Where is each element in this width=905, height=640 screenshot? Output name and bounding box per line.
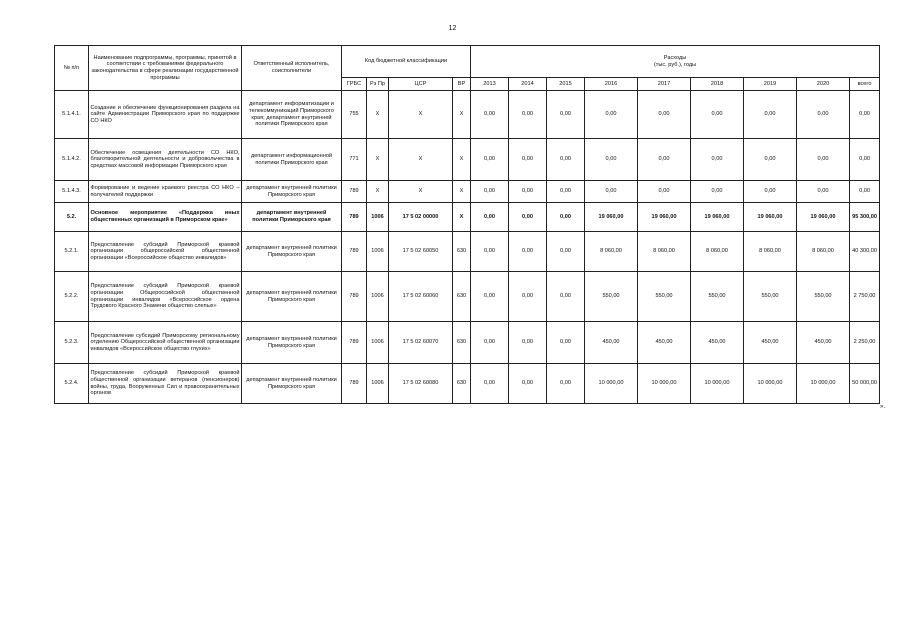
row-name: Создание и обеспечение функционирования раздела на сайте Администрации Приморского края по поддержке СО НКО: [89, 91, 242, 139]
row-csr: X: [389, 91, 453, 139]
header-2020: 2020: [797, 78, 850, 91]
row-2017: 0,00: [638, 139, 691, 181]
row-num: 5.1.4.2.: [55, 139, 89, 181]
row-name: Предоставление субсидий Приморскому региональному отделению Общероссийской общественной организации инвалидов «Всероссийское общество глухих»: [89, 322, 242, 364]
row-2018: 0,00: [691, 139, 744, 181]
row-total: 95 300,00: [850, 203, 880, 232]
row-vr: X: [453, 181, 471, 203]
row-2015: 0,00: [547, 364, 585, 404]
row-2018: 0,00: [691, 181, 744, 203]
row-executor: департамент информатизации и телекоммуникаций Приморского края; департамент внутренней политики Приморского края: [242, 91, 342, 139]
row-csr: 17 5 02 60080: [389, 364, 453, 404]
row-2016: 10 000,00: [585, 364, 638, 404]
row-2013: 0,00: [471, 232, 509, 272]
row-num: 5.2.1.: [55, 232, 89, 272]
row-2019: 0,00: [744, 91, 797, 139]
row-2017: 8 060,00: [638, 232, 691, 272]
row-executor: департамент внутренней политики Приморского края: [242, 181, 342, 203]
row-2020: 550,00: [797, 272, 850, 322]
row-2019: 550,00: [744, 272, 797, 322]
row-vr: X: [453, 203, 471, 232]
header-2015: 2015: [547, 78, 585, 91]
row-2013: 0,00: [471, 181, 509, 203]
row-grbs: 789: [342, 272, 367, 322]
header-expenses-subtitle: (тыс. руб.), годы: [653, 61, 697, 68]
header-kbk: Код бюджетной классификации: [342, 46, 471, 78]
header-vr: ВР: [453, 78, 471, 91]
table-row: [55, 232, 880, 272]
row-2015: 0,00: [547, 232, 585, 272]
row-2015: 0,00: [547, 203, 585, 232]
header-2016: 2016: [585, 78, 638, 91]
row-total: 0,00: [850, 139, 880, 181]
row-2020: 19 060,00: [797, 203, 850, 232]
row-name: Обеспечение освещения деятельности СО НКО, благотворительной деятельности и добровольчества в средствах массовой информации Приморского края: [89, 139, 242, 181]
row-2018: 8 060,00: [691, 232, 744, 272]
header-expenses: [471, 46, 880, 78]
row-2020: 450,00: [797, 322, 850, 364]
row-2017: 19 060,00: [638, 203, 691, 232]
row-csr: 17 5 02 60070: [389, 322, 453, 364]
continuation-mark: ».: [880, 404, 886, 410]
row-2016: 550,00: [585, 272, 638, 322]
row-name: Предоставление субсидий Приморской краевой организации Общероссийской общественной организации инвалидов «Всероссийское ордена Трудового Красного Знамени общество слепых»: [89, 272, 242, 322]
row-rzpr: 1006: [367, 272, 389, 322]
header-csr: ЦСР: [389, 78, 453, 91]
row-grbs: 755: [342, 91, 367, 139]
row-2018: 19 060,00: [691, 203, 744, 232]
header-expenses-title: Расходы: [663, 54, 687, 61]
header-name: Наименование подпрограммы, программы, принятой в соответствии с требованиями федерального законодательства в сфере реализации государственной программы: [89, 46, 242, 91]
row-vr: 630: [453, 364, 471, 404]
header-2014: 2014: [509, 78, 547, 91]
row-name: Формирование и ведение краевого реестра СО НКО – получателей поддержки: [89, 181, 242, 203]
row-2018: 10 000,00: [691, 364, 744, 404]
header-rzpr: Рз Пр: [367, 78, 389, 91]
row-2019: 0,00: [744, 181, 797, 203]
row-2020: 0,00: [797, 181, 850, 203]
header-grbs: ГРБС: [342, 78, 367, 91]
row-name: Предоставление субсидий Приморской краевой общественной организации ветеранов (пенсионеров) войны, труда, Вооруженных Сил и правоохранительных органов: [89, 364, 242, 404]
header-2018: 2018: [691, 78, 744, 91]
row-grbs: 789: [342, 203, 367, 232]
header-executor: Ответственный исполнитель, соисполнители: [242, 46, 342, 91]
row-2014: 0,00: [509, 181, 547, 203]
row-2015: 0,00: [547, 139, 585, 181]
row-2019: 450,00: [744, 322, 797, 364]
row-2016: 0,00: [585, 91, 638, 139]
row-2017: 450,00: [638, 322, 691, 364]
row-vr: X: [453, 91, 471, 139]
budget-table: [54, 45, 880, 404]
row-csr: X: [389, 181, 453, 203]
row-2019: 0,00: [744, 139, 797, 181]
row-2020: 10 000,00: [797, 364, 850, 404]
row-2019: 8 060,00: [744, 232, 797, 272]
row-vr: 630: [453, 232, 471, 272]
row-2016: 0,00: [585, 181, 638, 203]
row-2016: 0,00: [585, 139, 638, 181]
row-name: Основное мероприятие «Поддержка иных общественных организаций в Приморском крае»: [89, 203, 242, 232]
row-2016: 19 060,00: [585, 203, 638, 232]
row-num: 5.1.4.1.: [55, 91, 89, 139]
row-2019: 10 000,00: [744, 364, 797, 404]
row-name: Предоставление субсидий Приморской краевой организации общероссийской общественной организации «Всероссийское общество инвалидов»: [89, 232, 242, 272]
row-2013: 0,00: [471, 322, 509, 364]
table-row: [55, 322, 880, 364]
row-total: 50 000,00: [850, 364, 880, 404]
row-2014: 0,00: [509, 322, 547, 364]
row-rzpr: 1006: [367, 364, 389, 404]
table-row: [55, 364, 880, 404]
row-num: 5.2.: [55, 203, 89, 232]
row-rzpr: X: [367, 91, 389, 139]
page-number: 12: [448, 25, 457, 32]
row-executor: департамент внутренней политики Приморского края: [242, 203, 342, 232]
row-2014: 0,00: [509, 139, 547, 181]
row-csr: X: [389, 139, 453, 181]
row-grbs: 789: [342, 181, 367, 203]
row-rzpr: 1006: [367, 232, 389, 272]
table-row: [55, 272, 880, 322]
row-num: 5.2.3.: [55, 322, 89, 364]
row-rzpr: 1006: [367, 203, 389, 232]
row-2018: 450,00: [691, 322, 744, 364]
row-total: 2 250,00: [850, 322, 880, 364]
row-2017: 0,00: [638, 181, 691, 203]
header-2019: 2019: [744, 78, 797, 91]
row-vr: X: [453, 139, 471, 181]
header-2017: 2017: [638, 78, 691, 91]
row-grbs: 771: [342, 139, 367, 181]
row-vr: 630: [453, 322, 471, 364]
table-row: [55, 139, 880, 181]
row-2020: 0,00: [797, 91, 850, 139]
row-2013: 0,00: [471, 203, 509, 232]
header-total: всего: [850, 78, 880, 91]
table-row: [55, 181, 880, 203]
row-vr: 630: [453, 272, 471, 322]
row-num: 5.2.2.: [55, 272, 89, 322]
row-total: 0,00: [850, 181, 880, 203]
table-row: [55, 91, 880, 139]
row-2013: 0,00: [471, 364, 509, 404]
row-rzpr: X: [367, 139, 389, 181]
row-csr: 17 5 02 00000: [389, 203, 453, 232]
row-2014: 0,00: [509, 364, 547, 404]
row-grbs: 789: [342, 364, 367, 404]
row-total: 2 750,00: [850, 272, 880, 322]
row-2015: 0,00: [547, 322, 585, 364]
row-2013: 0,00: [471, 139, 509, 181]
row-rzpr: 1006: [367, 322, 389, 364]
row-2019: 19 060,00: [744, 203, 797, 232]
row-2015: 0,00: [547, 181, 585, 203]
row-grbs: 789: [342, 232, 367, 272]
row-2017: 10 000,00: [638, 364, 691, 404]
row-num: 5.1.4.3.: [55, 181, 89, 203]
row-2014: 0,00: [509, 232, 547, 272]
row-2016: 450,00: [585, 322, 638, 364]
row-2020: 8 060,00: [797, 232, 850, 272]
row-2020: 0,00: [797, 139, 850, 181]
row-2013: 0,00: [471, 91, 509, 139]
row-executor: департамент информационной политики Приморского края: [242, 139, 342, 181]
header-num: № п/п: [55, 46, 89, 91]
row-csr: 17 5 02 60050: [389, 232, 453, 272]
row-csr: 17 5 02 60060: [389, 272, 453, 322]
row-rzpr: X: [367, 181, 389, 203]
row-executor: департамент внутренней политики Приморского края: [242, 364, 342, 404]
row-2013: 0,00: [471, 272, 509, 322]
row-executor: департамент внутренней политики Приморского края: [242, 272, 342, 322]
row-2018: 550,00: [691, 272, 744, 322]
header-2013: 2013: [471, 78, 509, 91]
row-2018: 0,00: [691, 91, 744, 139]
row-2017: 550,00: [638, 272, 691, 322]
row-grbs: 789: [342, 322, 367, 364]
row-2014: 0,00: [509, 272, 547, 322]
row-executor: департамент внутренней политики Приморского края: [242, 232, 342, 272]
row-2015: 0,00: [547, 91, 585, 139]
row-executor: департамент внутренней политики Приморского края: [242, 322, 342, 364]
row-total: 40 300,00: [850, 232, 880, 272]
row-2015: 0,00: [547, 272, 585, 322]
row-total: 0,00: [850, 91, 880, 139]
row-2014: 0,00: [509, 91, 547, 139]
row-num: 5.2.4.: [55, 364, 89, 404]
row-2014: 0,00: [509, 203, 547, 232]
row-2017: 0,00: [638, 91, 691, 139]
row-2016: 8 060,00: [585, 232, 638, 272]
table-row-main-activity: [55, 203, 880, 232]
